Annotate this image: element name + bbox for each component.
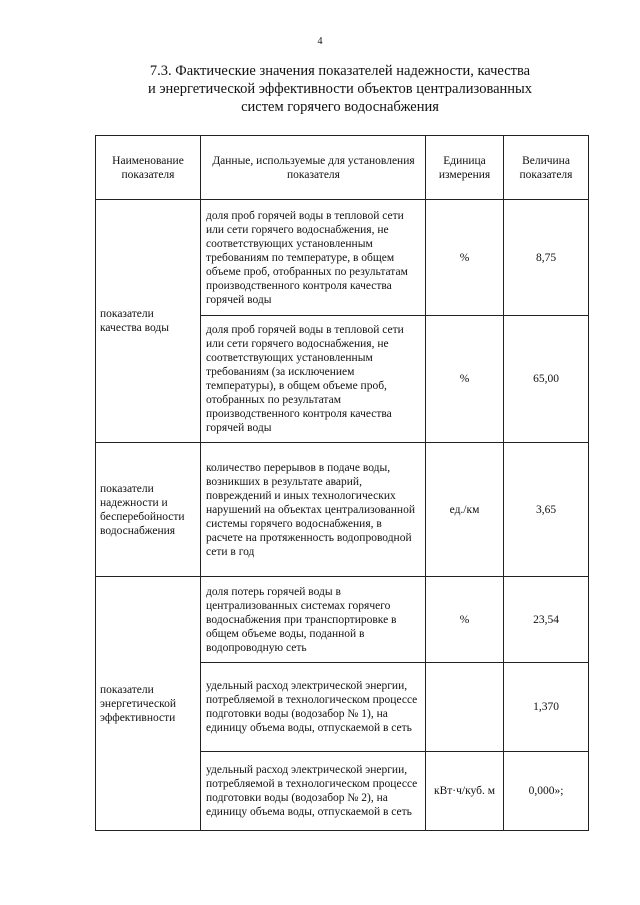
table-row — [96, 577, 589, 663]
row-data: удельный расход электрической энергии, потребляемой в технологическом процессе подготовки воды (водозабор № 2), на единицу объема воды, отпускаемой в сеть — [201, 752, 426, 831]
header-unit: Единица измерения — [426, 136, 504, 200]
row-value: 8,75 — [504, 200, 589, 316]
row-data: доля проб горячей воды в тепловой сети или сети горячего водоснабжения, не соответствующих установленным требованиям (за исключением температуры), в общем объеме проб, отобранных по результатам производственного контроля качества горячей воды — [201, 316, 426, 443]
table-row — [96, 443, 589, 577]
header-name: Наименование показателя — [96, 136, 201, 200]
row-value: 23,54 — [504, 577, 589, 663]
title-line-3: систем горячего водоснабжения — [241, 99, 439, 115]
row-data: удельный расход электрической энергии, потребляемой в технологическом процессе подготовки воды (водозабор № 1), на единицу объема воды, отпускаемой в сеть — [201, 663, 426, 752]
row-unit: кВт·ч/куб. м — [426, 752, 504, 831]
row-data: доля проб горячей воды в тепловой сети или сети горячего водоснабжения, не соответствующих установленным требованиям по температуре, в общем объеме проб, отобранных по результатам производственного контроля качества горячей воды — [201, 200, 426, 316]
page-number: 4 — [317, 36, 323, 47]
row-unit: % — [426, 316, 504, 443]
header-data: Данные, используемые для установления показателя — [201, 136, 426, 200]
row-data: доля потерь горячей воды в централизованных системах горячего водоснабжения при транспортировке в общем объеме воды, поданной в водопроводную сеть — [201, 577, 426, 663]
row-unit: % — [426, 577, 504, 663]
group-efficiency: показатели энергетической эффективности — [96, 577, 201, 831]
title-line-2: и энергетической эффективности объектов централизованных — [147, 81, 533, 97]
section-title — [120, 62, 560, 116]
group-reliability: показатели надежности и бесперебойности водоснабжения — [96, 443, 201, 577]
table-row — [96, 200, 589, 316]
row-value: 3,65 — [504, 443, 589, 577]
row-data: количество перерывов в подаче воды, возникших в результате аварий, повреждений и иных технологических нарушений на объектах централизованной системы горячего водоснабжения, в расчете на протяженность водопроводной сети в год — [201, 443, 426, 577]
table-header-row — [96, 136, 589, 200]
row-value: 0,000»; — [504, 752, 589, 831]
header-value: Величина показателя — [504, 136, 589, 200]
row-unit: ед./км — [426, 443, 504, 577]
indicators-table — [95, 135, 589, 831]
row-value: 65,00 — [504, 316, 589, 443]
row-unit: % — [426, 200, 504, 316]
row-unit — [426, 663, 504, 752]
group-quality: показатели качества воды — [96, 200, 201, 443]
title-line-1: 7.3. Фактические значения показателей надежности, качества — [149, 63, 531, 79]
row-value: 1,370 — [504, 663, 589, 752]
